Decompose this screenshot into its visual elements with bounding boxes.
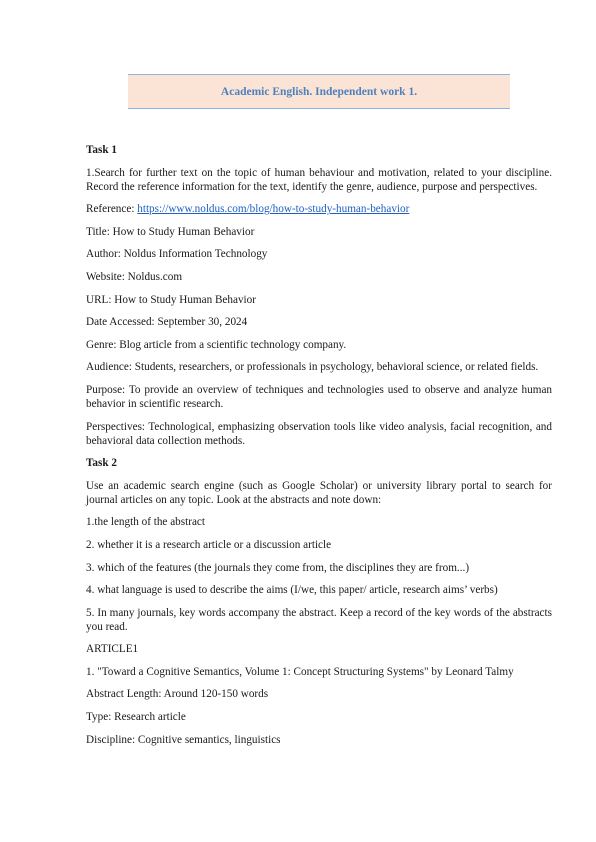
audience-line: Audience: Students, researchers, or professionals in psychology, behavioral science, or related fields. [86, 361, 539, 374]
purpose-line: Purpose: To provide an overview of techniques and technologies used to observe and analyze human behavior in scientific research. [86, 383, 552, 410]
author-line: Author: Noldus Information Technology [86, 248, 268, 261]
document-body [86, 143, 552, 755]
genre-line: Genre: Blog article from a scientific technology company. [86, 338, 347, 351]
discipline-line: Discipline: Cognitive semantics, linguistics [86, 733, 281, 746]
task2-heading: Task 2 [86, 457, 117, 470]
article-title: 1. "Toward a Cognitive Semantics, Volume 1: Concept Structuring Systems" by Leonard Talmy [86, 665, 514, 678]
date-accessed-line: Date Accessed: September 30, 2024 [86, 316, 248, 329]
article-label: ARTICLE1 [86, 643, 139, 656]
title-line: Title: How to Study Human Behavior [86, 225, 255, 238]
task2-item: 2. whether it is a research article or a discussion article [86, 538, 332, 551]
website-line: Website: Noldus.com [86, 270, 183, 283]
type-line: Type: Research article [86, 711, 186, 724]
document-title: Academic English. Independent work 1. [220, 85, 418, 98]
abstract-length-line: Abstract Length: Around 120-150 words [86, 688, 269, 701]
task1-instruction: 1.Search for further text on the topic of human behaviour and motivation, related to your discipline. Record the reference information for the text, identify the genre, audience, purpose and perspectives. [86, 166, 552, 193]
perspectives-line: Perspectives: Technological, emphasizing observation tools like video analysis, facial recognition, and behavioral data collection methods. [86, 420, 552, 447]
reference-label: Reference: [86, 203, 138, 216]
reference-line [86, 202, 552, 216]
task2-item: 3. which of the features (the journals they come from, the disciplines they are from...) [86, 561, 470, 574]
header-banner [128, 74, 510, 109]
task1-heading: Task 1 [86, 144, 117, 156]
task2-item: 1.the length of the abstract [86, 516, 205, 529]
task2-item: 4. what language is used to describe the aims (I/we, this paper/ article, research aims’ verbs) [86, 584, 498, 597]
url-line: URL: How to Study Human Behavior [86, 293, 256, 306]
task2-instruction: Use an academic search engine (such as Google Scholar) or university library portal to search for journal articles on any topic. Look at the abstracts and note down: [86, 479, 552, 506]
task2-item: 5. In many journals, key words accompany the abstract. Keep a record of the key words of the abstracts you read. [86, 606, 552, 633]
reference-link[interactable]: https://www.noldus.com/blog/how-to-study-human-behavior [137, 203, 410, 216]
